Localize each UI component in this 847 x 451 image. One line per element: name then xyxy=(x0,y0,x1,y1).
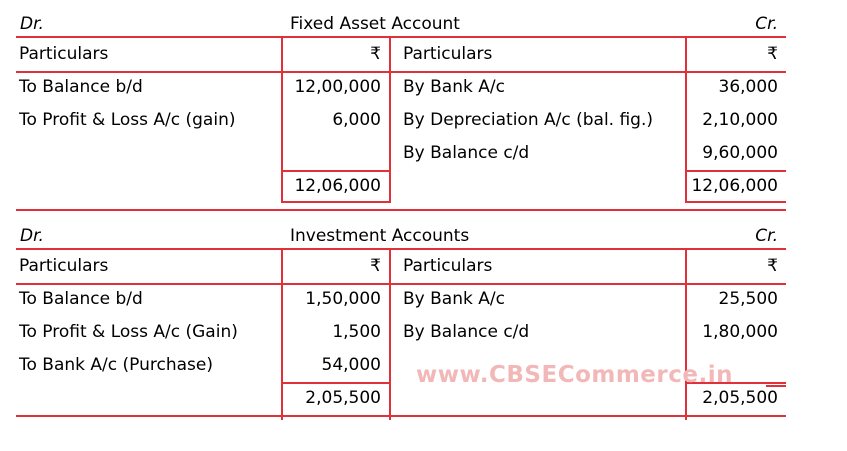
debit-particular: To Bank A/c (Purchase) xyxy=(19,355,213,375)
credit-particular: By Depreciation A/c (bal. fig.) xyxy=(403,110,654,130)
debit-particular: To Balance b/d xyxy=(19,289,143,309)
header-amount-right: ₹ xyxy=(767,256,778,276)
debit-total: 2,05,500 xyxy=(305,388,381,408)
debit-total: 12,06,000 xyxy=(294,176,381,196)
credit-amount: 1,80,000 xyxy=(702,322,778,342)
header-row xyxy=(16,38,786,71)
investment-account xyxy=(16,212,786,420)
table-row xyxy=(16,71,786,104)
header-particulars-right: Particulars xyxy=(403,44,493,64)
ledger-table xyxy=(16,248,786,420)
credit-total: 12,06,000 xyxy=(691,176,778,196)
credit-particular: By Balance c/d xyxy=(403,322,530,342)
credit-label: Cr. xyxy=(755,226,778,246)
debit-particular: To Balance b/d xyxy=(19,77,143,97)
credit-amount: 36,000 xyxy=(718,77,778,97)
credit-particular: By Bank A/c xyxy=(403,77,505,97)
debit-amount: 54,000 xyxy=(321,355,381,375)
header-particulars-left: Particulars xyxy=(19,256,109,276)
account-title: Investment Accounts xyxy=(290,226,470,246)
debit-amount: 12,00,000 xyxy=(294,77,381,97)
debit-particular: To Profit & Loss A/c (gain) xyxy=(19,110,236,130)
debit-particular xyxy=(16,137,282,170)
table-row xyxy=(16,283,786,316)
debit-amount: 1,50,000 xyxy=(305,289,381,309)
credit-label: Cr. xyxy=(755,14,778,34)
account-title: Fixed Asset Account xyxy=(290,14,460,34)
header-particulars-left: Particulars xyxy=(19,44,109,64)
account-caption xyxy=(16,0,786,36)
debit-amount: 6,000 xyxy=(332,110,381,130)
header-particulars-right: Particulars xyxy=(403,256,493,276)
debit-amount xyxy=(282,137,389,170)
header-amount-left: ₹ xyxy=(370,44,381,64)
header-amount-right: ₹ xyxy=(767,44,778,64)
site-watermark: www.CBSECommerce.in xyxy=(416,362,733,388)
table-row xyxy=(16,137,786,170)
ledger-table xyxy=(16,36,786,203)
credit-particular: By Bank A/c xyxy=(403,289,505,309)
header-row xyxy=(16,250,786,283)
credit-amount: 2,10,000 xyxy=(702,110,778,130)
fixed-asset-account xyxy=(16,0,786,203)
credit-amount: 9,60,000 xyxy=(702,143,778,163)
total-row xyxy=(16,170,786,203)
credit-particular: By Balance c/d xyxy=(403,143,530,163)
debit-amount: 1,500 xyxy=(332,322,381,342)
header-amount-left: ₹ xyxy=(370,256,381,276)
account-caption xyxy=(16,212,786,248)
debit-label: Dr. xyxy=(20,226,44,246)
debit-particular: To Profit & Loss A/c (Gain) xyxy=(19,322,238,342)
table-row xyxy=(16,104,786,137)
table-row xyxy=(16,316,786,349)
credit-amount: 25,500 xyxy=(718,289,778,309)
credit-total: 2,05,500 xyxy=(702,388,778,408)
debit-label: Dr. xyxy=(20,14,44,34)
